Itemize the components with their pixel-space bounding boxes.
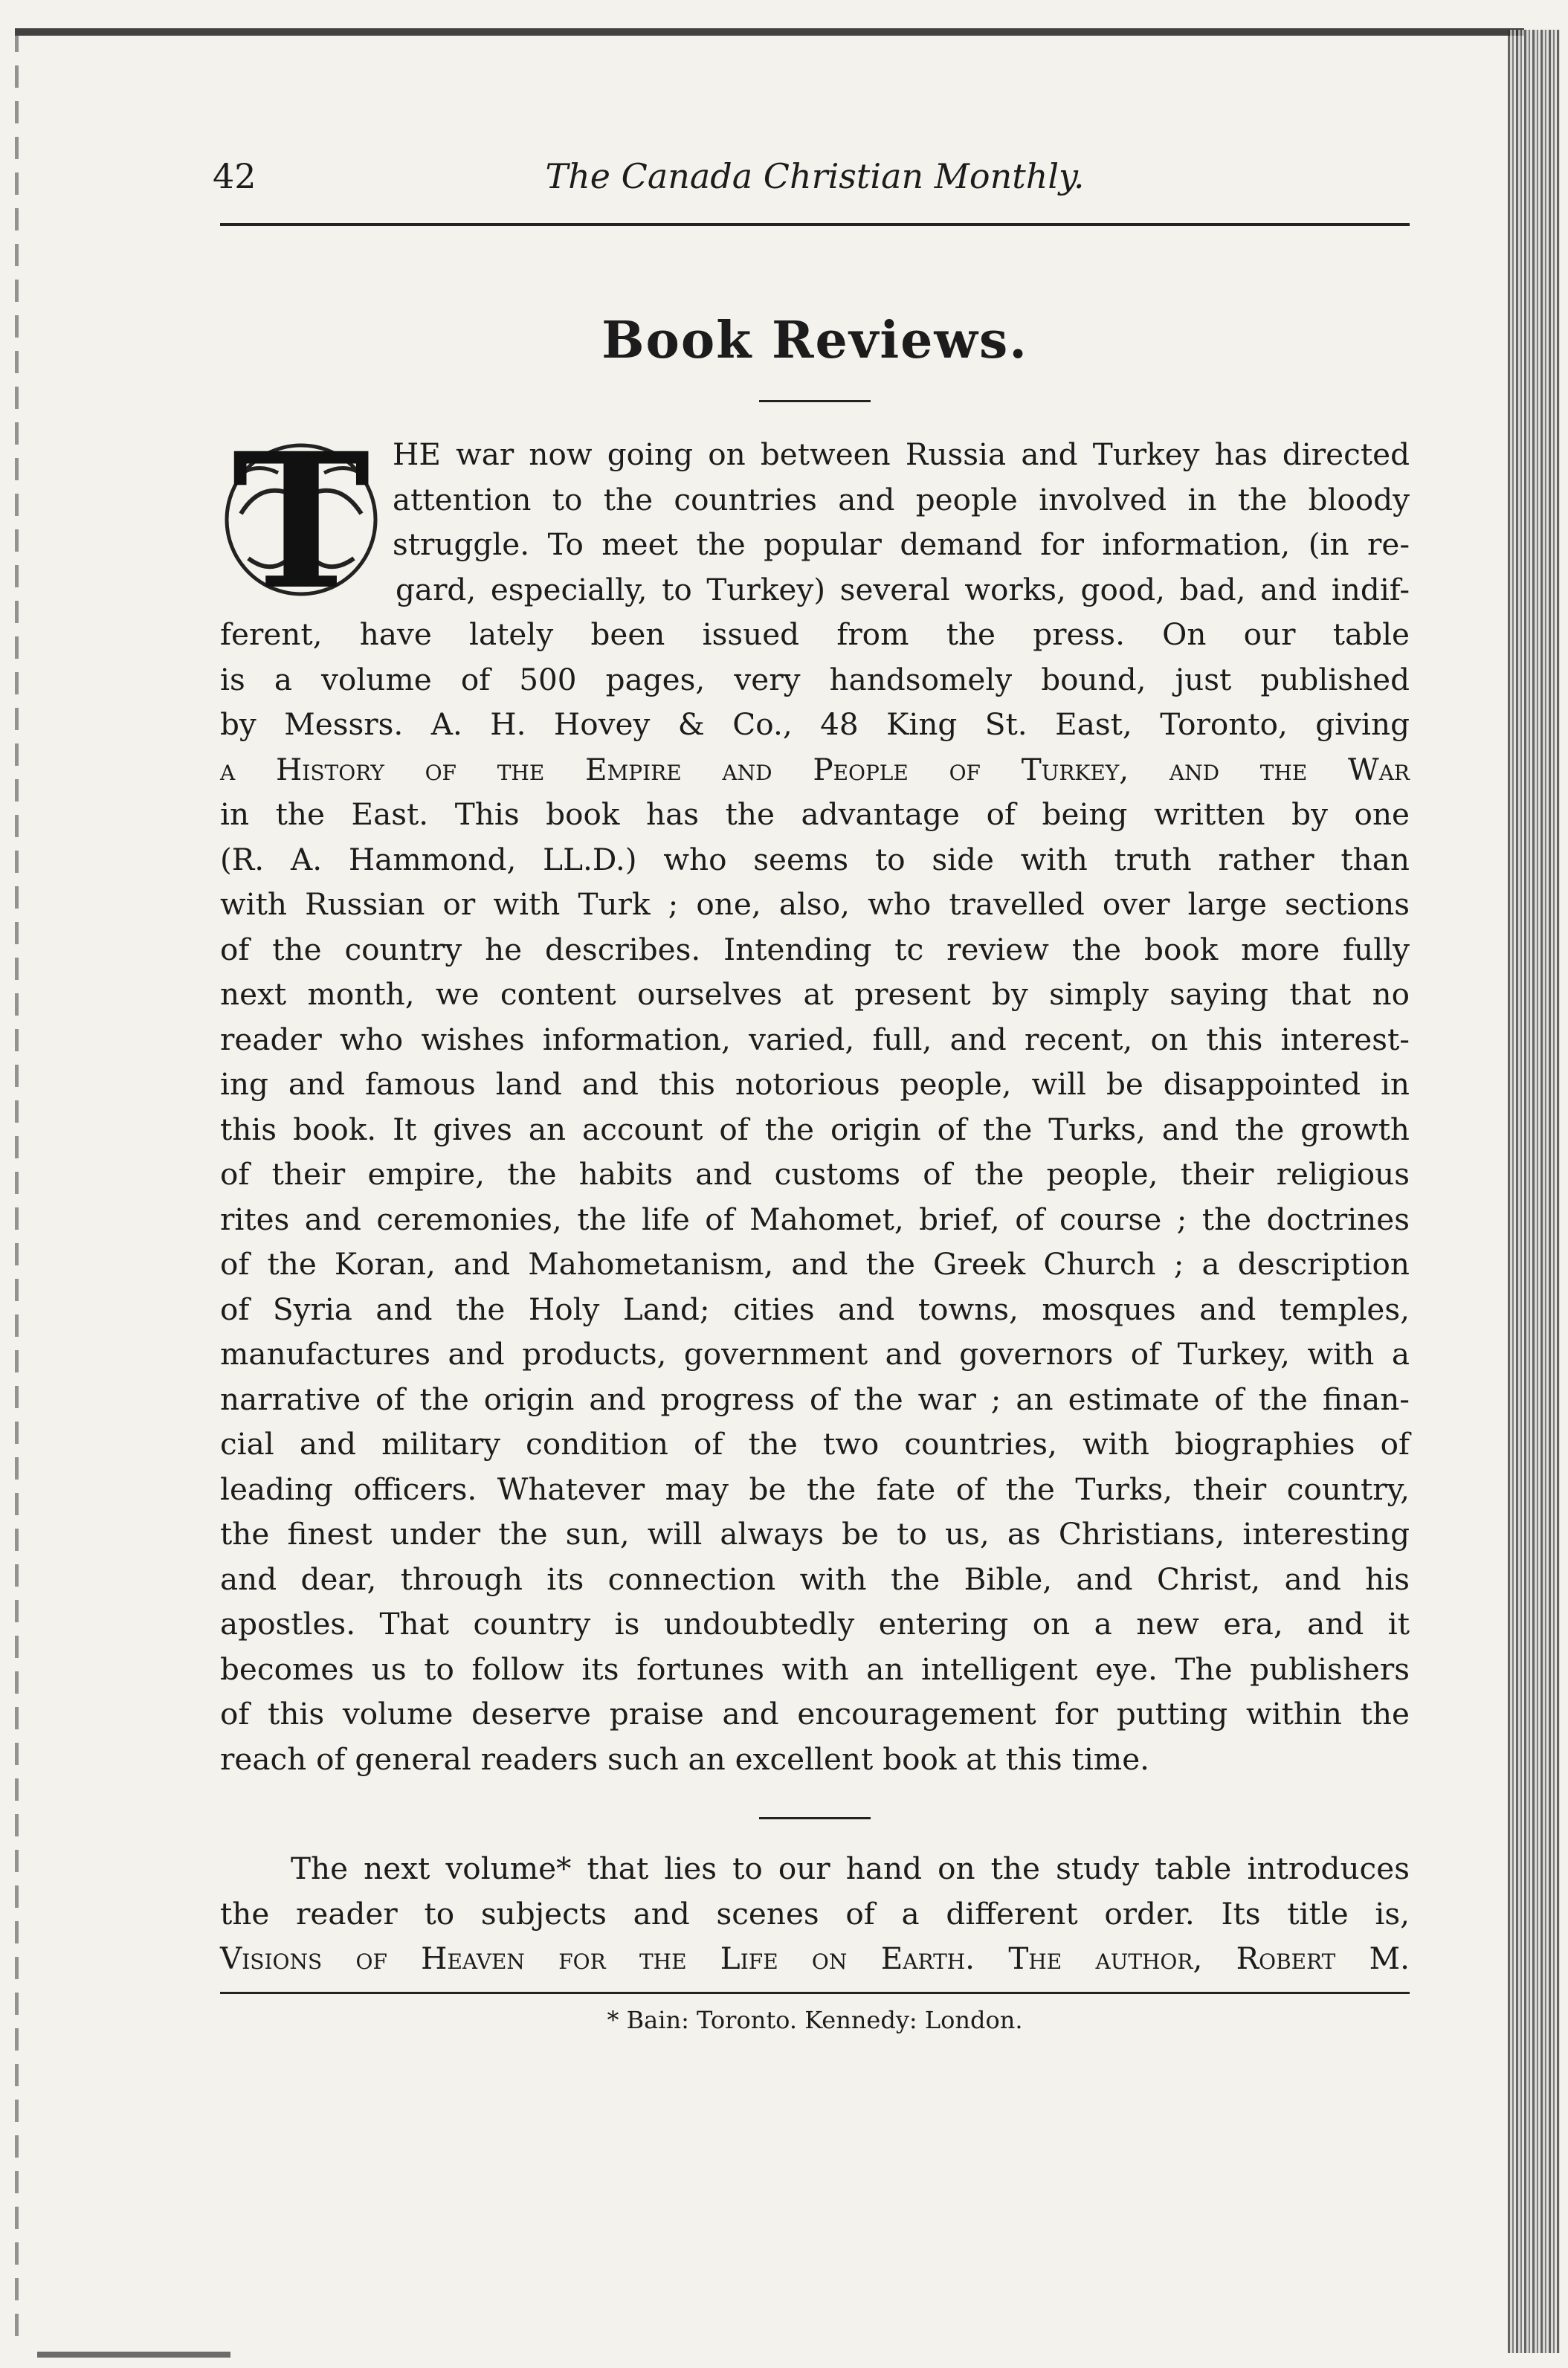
review-2-line: the reader to subjects and scenes of a different order. Its title is, — [220, 1895, 1410, 1932]
review-1-line: struggle. To meet the popular demand for information, (in re- — [393, 526, 1410, 562]
review-1-line: this book. It gives an account of the origin of the Turks, and the growth — [220, 1111, 1410, 1147]
drop-cap-ornament — [219, 412, 384, 630]
review-1-line: next month, we content ourselves at present by simply saying that no — [220, 976, 1410, 1012]
review-1-line: narrative of the origin and progress of the war ; an estimate of the finan- — [220, 1381, 1410, 1417]
scan-top-edge — [15, 28, 1524, 36]
page — [213, 149, 1410, 2034]
review-1-line: of this volume deserve praise and encouragement for putting within the — [220, 1696, 1410, 1732]
header-rule — [220, 223, 1410, 226]
review-1-line: a History of the Empire and People of Turkey, and the War — [220, 751, 1410, 787]
review-1-line: leading officers. Whatever may be the fate of the Turks, their country, — [220, 1471, 1410, 1507]
footnote-rule — [220, 1992, 1410, 1994]
review-1-line: cial and military condition of the two countries, with biographies of — [220, 1426, 1410, 1462]
running-head — [213, 149, 1410, 201]
scan-bottom-edge — [37, 2352, 230, 2358]
scan-right-edge — [1508, 30, 1560, 2353]
review-1-line: (R. A. Hammond, LL.D.) who seems to side with truth rather than — [220, 841, 1410, 877]
review-1-line: becomes us to follow its fortunes with an intelligent eye. The publishers — [220, 1651, 1410, 1687]
journal-title: The Canada Christian Monthly. — [545, 156, 1085, 196]
review-1-line: of the country he describes. Intending tc review the book more fully — [220, 931, 1410, 967]
review-1-line: with Russian or with Turk ; one, also, who travelled over large sections — [220, 886, 1410, 922]
review-1-line: in the East. This book has the advantage of being written by one — [220, 796, 1410, 832]
drop-cap-letter: T — [231, 412, 371, 630]
section-divider — [759, 1817, 871, 1819]
review-1-line: apostles. That country is undoubtedly entering on a new era, and it — [220, 1606, 1410, 1642]
review-text — [220, 412, 1410, 1981]
scan-left-edge — [15, 30, 19, 2349]
review-1-line: manufactures and products, government and governors of Turkey, with a — [220, 1336, 1410, 1372]
page-number: 42 — [213, 156, 257, 196]
review-1-line: of Syria and the Holy Land; cities and towns, mosques and temples, — [220, 1291, 1410, 1327]
review-1-line: is a volume of 500 pages, very handsomely bound, just published — [220, 661, 1410, 697]
review-2-paragraph — [220, 1846, 1410, 1981]
review-1-line: reach of general readers such an excellent book at this time. — [220, 1740, 1150, 1777]
section-title: Book Reviews. — [601, 311, 1028, 370]
review-1-line: reader who wishes information, varied, full, and recent, on this interest- — [220, 1021, 1410, 1057]
review-2-line: Visions of Heaven for the Life on Earth. The author, Robert M. — [220, 1940, 1410, 1976]
review-1-line: by Messrs. A. H. Hovey & Co., 48 King St. East, Toronto, giving — [220, 706, 1410, 742]
review-1-line: of their empire, the habits and customs of the people, their religious — [220, 1156, 1410, 1192]
review-1-line: rites and ceremonies, the life of Mahomet, brief, of course ; the doctrines — [220, 1201, 1410, 1237]
review-1-line: of the Koran, and Mahometanism, and the Greek Church ; a description — [220, 1246, 1410, 1282]
title-rule — [759, 400, 871, 402]
review-1-line: attention to the countries and people involved in the bloody — [393, 481, 1410, 517]
review-2-line: The next volume* that lies to our hand on the study table introduces — [291, 1851, 1410, 1886]
review-1-line: HE war now going on between Russia and Turkey has directed — [393, 436, 1410, 472]
review-1-line: and dear, through its connection with the Bible, and Christ, and his — [220, 1561, 1410, 1597]
review-1-line: the finest under the sun, will always be to us, as Christians, interesting — [220, 1516, 1410, 1552]
review-1-line: ing and famous land and this notorious people, will be disappointed in — [220, 1066, 1410, 1102]
review-1-line: gard, especially, to Turkey) several works, good, bad, and indif- — [396, 571, 1410, 607]
review-1-line: ferent, have lately been issued from the press. On our table — [220, 616, 1410, 652]
footnote: * Bain: Toronto. Kennedy: London. — [607, 2005, 1023, 2034]
review-1-paragraph — [220, 412, 1410, 1781]
